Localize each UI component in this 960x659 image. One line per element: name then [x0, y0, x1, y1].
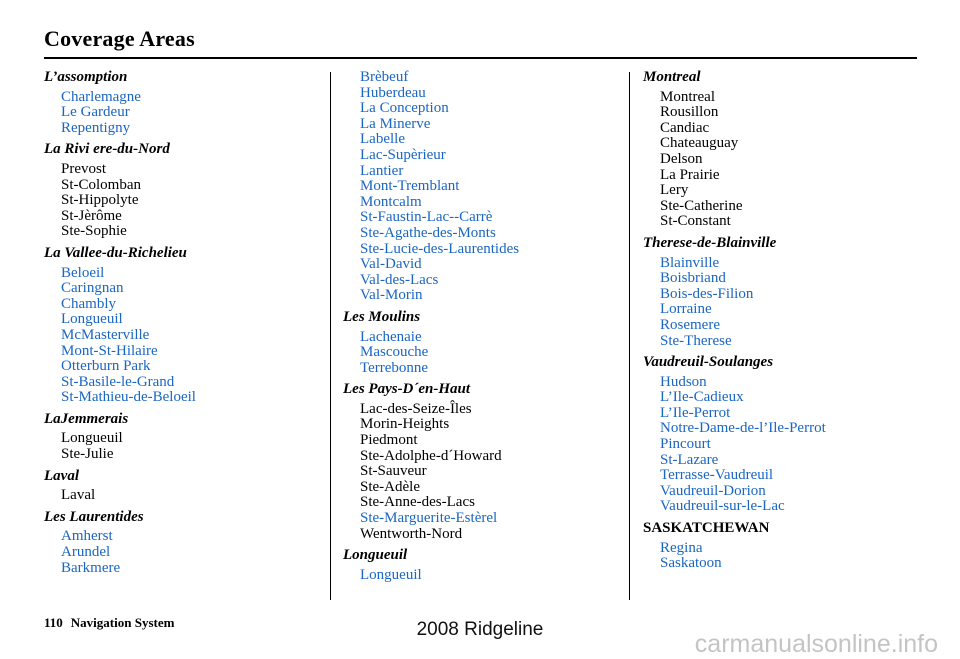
- region-heading: Therese-de-Blainville: [643, 234, 777, 251]
- city-link[interactable]: Beloeil: [61, 264, 105, 281]
- city-link[interactable]: Pincourt: [660, 436, 711, 453]
- region-list: [44, 431, 324, 462]
- city-link[interactable]: Boisbriand: [660, 270, 726, 287]
- city-name: Piedmont: [360, 432, 418, 449]
- region-list: [643, 541, 923, 572]
- city-link[interactable]: Lachenaie: [360, 328, 422, 345]
- city-name: Ste-Adolphe-d´Howard: [360, 447, 502, 464]
- city-name: Longueuil: [61, 430, 123, 447]
- region-heading: La Vallee-du-Richelieu: [44, 244, 187, 261]
- city-link[interactable]: Regina: [660, 539, 703, 556]
- region-heading: Longueuil: [343, 547, 408, 564]
- region-list: [44, 162, 324, 240]
- region-heading: Les Pays-D´en-Haut: [343, 381, 471, 398]
- city-link[interactable]: McMasterville: [61, 326, 150, 343]
- city-link[interactable]: Labelle: [360, 131, 405, 148]
- city-name: Ste-Julie: [61, 446, 114, 463]
- city-link[interactable]: Arundel: [61, 544, 111, 561]
- region-heading: LaJemmerais: [44, 410, 129, 427]
- city-name: Ste-Catherine: [660, 197, 743, 214]
- city-name: Montreal: [660, 88, 715, 105]
- page-title: Coverage Areas: [44, 26, 195, 51]
- title-rule: [44, 57, 917, 59]
- city-link[interactable]: Notre-Dame-de-l’Ile-Perrot: [660, 420, 826, 437]
- city-link[interactable]: Vaudreuil-Dorion: [660, 482, 766, 499]
- city-link[interactable]: Ste-Therese: [660, 332, 732, 349]
- city-link[interactable]: St-Lazare: [660, 451, 719, 468]
- region-list: [643, 256, 923, 350]
- city-link[interactable]: Chambly: [61, 295, 116, 312]
- region-heading: Laval: [44, 467, 79, 484]
- city-link[interactable]: Val-Morin: [360, 287, 423, 304]
- city-name: Candiac: [660, 119, 710, 136]
- city-link[interactable]: Val-David: [360, 256, 422, 273]
- region-list: [343, 330, 623, 377]
- city-link[interactable]: Ste-Lucie-des-Laurentides: [360, 240, 520, 257]
- city-link[interactable]: Barkmere: [61, 559, 121, 576]
- city-link[interactable]: Blainville: [660, 254, 720, 271]
- region-list: [343, 568, 623, 584]
- city-name: Ste-Adèle: [360, 478, 420, 495]
- city-link[interactable]: St-Faustin-Lac--Carrè: [360, 209, 493, 226]
- city-name: St-Sauveur: [360, 463, 427, 480]
- city-link[interactable]: Bois-des-Filion: [660, 285, 754, 302]
- city-link[interactable]: Val-des-Lacs: [360, 271, 439, 288]
- region-list: [44, 488, 324, 504]
- column-divider-2: [629, 72, 630, 600]
- city-link[interactable]: Lac-Supèrieur: [360, 146, 446, 163]
- city-link[interactable]: Vaudreuil-sur-le-Lac: [660, 498, 785, 515]
- column-divider-1: [330, 72, 331, 600]
- city-name: Lery: [660, 182, 689, 199]
- city-name: Delson: [660, 150, 703, 167]
- city-link[interactable]: Terrebonne: [360, 359, 429, 376]
- city-link[interactable]: Lantier: [360, 162, 404, 179]
- region-heading: La Rivi ere-du-Nord: [44, 141, 170, 158]
- region-list: [343, 70, 623, 304]
- region-heading: L’assomption: [44, 69, 128, 85]
- city-name: Rousillon: [660, 104, 719, 121]
- city-name: Ste-Anne-des-Lacs: [360, 494, 475, 511]
- city-link[interactable]: Amherst: [61, 528, 113, 545]
- city-link[interactable]: Mont-St-Hilaire: [61, 342, 158, 359]
- city-name: St-Hippolyte: [61, 192, 139, 209]
- model-watermark: 2008 Ridgeline: [416, 619, 544, 640]
- city-link[interactable]: Charlemagne: [61, 88, 141, 105]
- region-list: [44, 266, 324, 406]
- city-link[interactable]: Longueuil: [61, 311, 123, 328]
- city-link[interactable]: Brèbeuf: [360, 69, 409, 85]
- city-link[interactable]: St-Basile-le-Grand: [61, 373, 175, 390]
- city-link[interactable]: Le Gardeur: [61, 104, 130, 121]
- page-number: 110: [44, 615, 63, 630]
- city-name: Laval: [61, 487, 96, 504]
- city-name: St-Constant: [660, 213, 731, 230]
- column-3: [643, 70, 923, 572]
- city-link[interactable]: Montcalm: [360, 193, 422, 210]
- city-name: La Prairie: [660, 166, 720, 183]
- city-link[interactable]: L’Ile-Cadieux: [660, 389, 744, 406]
- city-name: St-Colomban: [61, 176, 142, 193]
- region-list: [44, 90, 324, 137]
- region-heading: Les Laurentides: [44, 508, 144, 525]
- city-link[interactable]: L’Ile-Perrot: [660, 404, 731, 421]
- city-link[interactable]: Lorraine: [660, 301, 712, 318]
- city-link[interactable]: Rosemere: [660, 316, 720, 333]
- city-name: Prevost: [61, 160, 106, 177]
- column-2: [343, 70, 623, 583]
- city-link[interactable]: St-Mathieu-de-Beloeil: [61, 389, 196, 406]
- city-link[interactable]: Longueuil: [360, 566, 422, 583]
- city-link[interactable]: Repentigny: [61, 119, 131, 136]
- column-1: [44, 70, 324, 576]
- city-name: Lac-des-Seize-Îles: [360, 400, 472, 417]
- region-heading: Montreal: [643, 69, 701, 85]
- region-heading: Les Moulins: [343, 308, 421, 325]
- city-link[interactable]: Terrasse-Vaudreuil: [660, 467, 774, 484]
- region-list: [343, 402, 623, 542]
- city-name: Chateauguay: [660, 135, 739, 152]
- city-link[interactable]: Ste-Marguerite-Estèrel: [360, 510, 498, 527]
- city-name: Morin-Heights: [360, 416, 450, 433]
- section-name: Navigation System: [70, 615, 175, 630]
- region-heading: Vaudreuil-Soulanges: [643, 354, 774, 371]
- site-watermark: carmanualsonline.info: [694, 630, 938, 658]
- city-link[interactable]: Ste-Agathe-des-Monts: [360, 224, 496, 241]
- city-link[interactable]: Hudson: [660, 373, 707, 390]
- city-link[interactable]: Mascouche: [360, 344, 429, 361]
- city-link[interactable]: Caringnan: [61, 280, 124, 297]
- city-link[interactable]: La Minerve: [360, 115, 431, 132]
- region-heading: SASKATCHEWAN: [643, 520, 770, 537]
- city-name: St-Jèrôme: [61, 207, 122, 224]
- city-name: Ste-Sophie: [61, 223, 127, 240]
- region-list: [643, 375, 923, 515]
- region-list: [643, 90, 923, 230]
- city-link[interactable]: Saskatoon: [660, 555, 722, 572]
- city-link[interactable]: Mont-Tremblant: [360, 178, 460, 195]
- city-link[interactable]: Otterburn Park: [61, 358, 151, 375]
- region-list: [44, 529, 324, 576]
- city-link[interactable]: La Conception: [360, 100, 449, 117]
- city-link[interactable]: Huberdeau: [360, 84, 426, 101]
- city-name: Wentworth-Nord: [360, 525, 463, 542]
